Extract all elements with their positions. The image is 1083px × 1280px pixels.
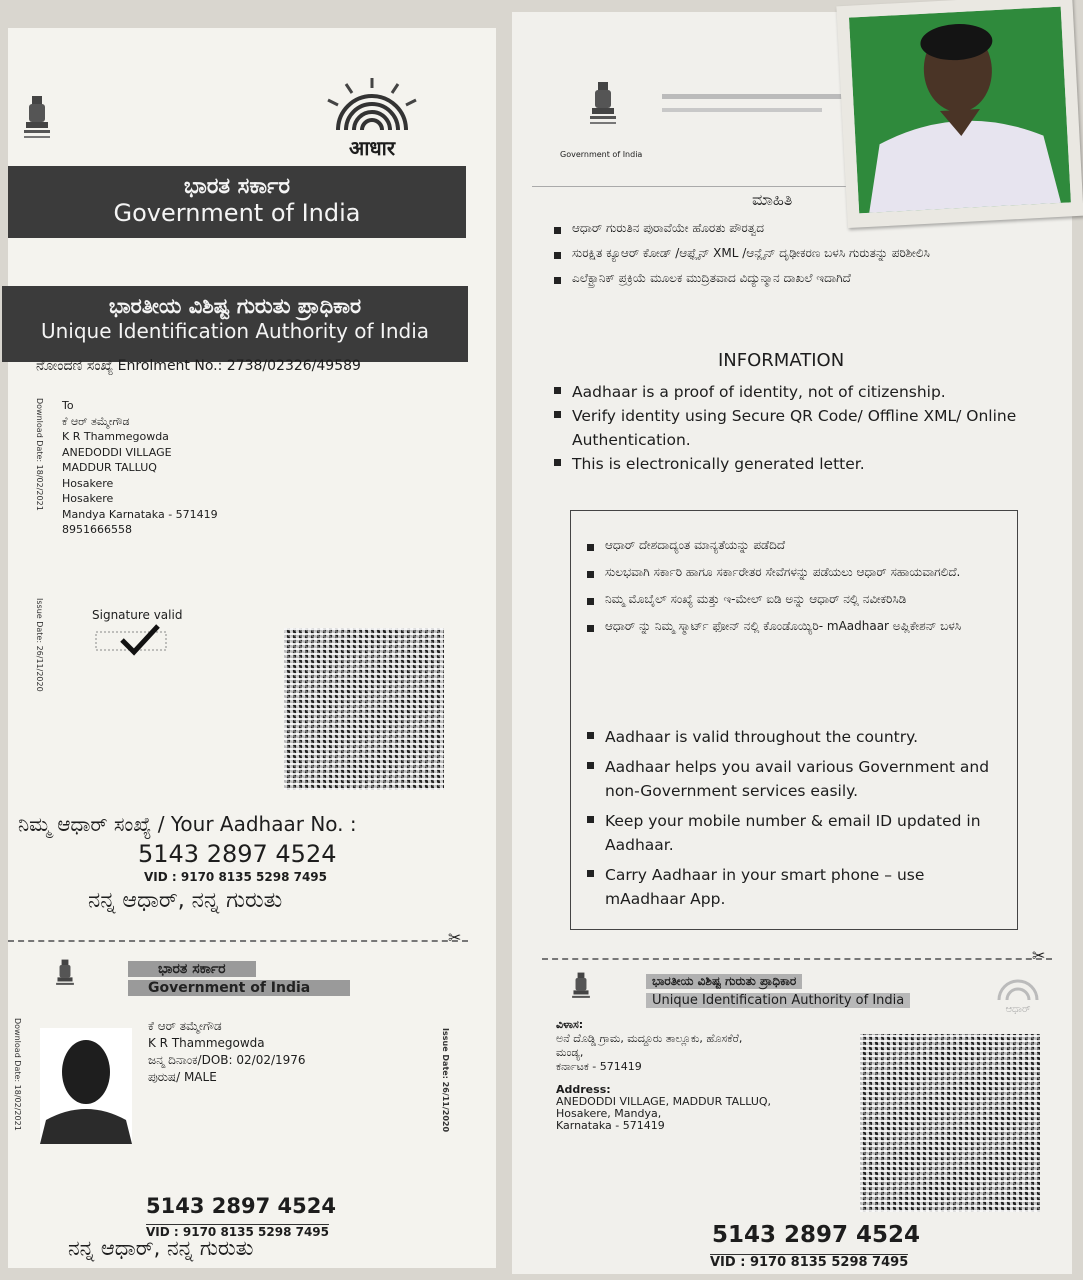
faded-header-line <box>662 108 822 112</box>
info-bullet: ಆಧಾರ್ ಗುರುತಿನ ಪುರಾವೆಯೇ ಹೊರತು ಪೌರತ್ವದ <box>554 220 954 237</box>
card-tagline-kannada: ನನ್ನ ಆಧಾರ್, ನನ್ನ ಗುರುತು <box>68 1236 254 1260</box>
gov-title-kannada: ಭಾರತ ಸರ್ಕಾರ <box>183 174 291 199</box>
uidai-title-english: Unique Identification Authority of India <box>40 319 430 343</box>
download-date-vertical: Download Date: 18/02/2021 <box>35 398 44 511</box>
card-qr-code <box>860 1034 1040 1212</box>
checkmark-icon <box>92 622 182 658</box>
card-aadhaar-number: 5143 2897 4524 <box>712 1222 921 1248</box>
card-vid-number: VID : 9170 8135 5298 7495 <box>710 1255 909 1270</box>
aadhaar-logo-text: आधार <box>348 136 396 160</box>
card-issue-date-vertical: Issue Date: 26/11/2020 <box>441 1028 450 1133</box>
card-name-kannada: ಕೆ ಆರ್ ತಮ್ಮೇಗೌಡ <box>148 1019 222 1033</box>
card-uidai-header <box>646 970 966 1008</box>
box-bullet: ಆಧಾರ್ ದೇಶದಾದ್ಯಂತ ಮಾನ್ಯತೆಯನ್ನು ಪಡೆದಿದೆ <box>587 537 987 554</box>
aadhaar-logo <box>316 76 428 160</box>
scissors-icon: ✂ <box>1032 946 1046 965</box>
national-emblem-icon <box>18 92 56 148</box>
scissors-icon: ✂ <box>448 928 462 947</box>
address-line: To <box>62 399 74 412</box>
card-aadhaar-number: 5143 2897 4524 <box>146 1194 336 1218</box>
info-bullet: Verify identity using Secure QR Code/ Offline XML/ Online Authentication. <box>554 404 1040 452</box>
uidai-title-kannada: ಭಾರತೀಯ ವಿಶಿಷ್ಟ ಗುರುತು ಪ್ರಾಧಿಕಾರ <box>108 294 362 318</box>
card-name-english: K R Thammegowda <box>148 1036 265 1050</box>
info-bullet: ಸುರಕ್ಷಿತ ಕ್ಯೂಆರ್ ಕೋಡ್ /ಆಫ್ಲೈನ್ XML /ಆನ್ಲೈನ್ ದೃಢೀಕರಣ ಬಳಸಿ ಗುರುತನ್ನು ಪರಿಶೀಲಿಸಿ <box>554 245 954 262</box>
government-band <box>8 166 466 238</box>
address-line: ಮಂಡ್ಯ, <box>556 1046 584 1059</box>
passport-photo <box>836 0 1083 228</box>
right-aadhaar-letter <box>512 12 1072 1274</box>
cut-line <box>542 958 1052 960</box>
address-line: ಕೆ ಆರ್ ತಮ್ಮೇಗೌಡ <box>62 414 130 428</box>
box-bullet: ಆಧಾರ್ ನ್ನು ನಿಮ್ಮ ಸ್ಮಾರ್ಟ್ ಫೋನ್ ನಲ್ಲಿ ಕೊಂಡೊಯ್ಯಿರಿ- mAadhaar ಅಪ್ಲಿಕೇಶನ್ ಬಳಸಿ <box>587 618 987 635</box>
card-gov-kannada: ಭಾರತ ಸರ್ಕಾರ <box>128 961 256 977</box>
info-bullets-kannada <box>554 220 954 287</box>
address-line: ANEDODDI VILLAGE <box>62 445 172 459</box>
address-line: ಅನೆ ದೊಡ್ಡಿ ಗ್ರಾಮ, ಮದ್ದೂರು ತಾಲ್ಲೂಕು, ಹೊಸಕೆರೆ, <box>556 1032 743 1045</box>
cut-line <box>8 940 468 942</box>
issue-date-vertical: Issue Date: 26/11/2020 <box>35 598 44 692</box>
aadhaar-fingerprint-icon <box>993 976 1043 1000</box>
qr-code <box>284 628 444 790</box>
recipient-address <box>62 398 302 538</box>
signature-block <box>92 608 202 662</box>
box-bullets-english <box>587 725 997 911</box>
card-uidai-english: Unique Identification Authority of India <box>646 993 910 1008</box>
person-photo-icon <box>40 1028 132 1144</box>
info-title-kannada: ಮಾಹಿತಿ <box>752 190 793 209</box>
address-line: ಕರ್ನಾಟಕ - 571419 <box>556 1060 642 1073</box>
gov-title-english: Government of India <box>113 199 361 227</box>
box-bullet: Keep your mobile number & email ID updated in Aadhaar. <box>587 809 997 857</box>
box-bullet: Aadhaar helps you avail various Government and non-Government services easily. <box>587 755 997 803</box>
card-gender: ಪುರುಷ/ MALE <box>148 1070 217 1084</box>
national-emblem-icon <box>584 78 622 134</box>
tagline-kannada: ನನ್ನ ಆಧಾರ್, ನನ್ನ ಗುರುತು <box>88 888 283 913</box>
address-line: Hosakere <box>62 492 114 505</box>
address-line: 8951666558 <box>62 523 132 536</box>
info-bullets-english <box>554 380 1040 476</box>
card-uidai-kannada: ಭಾರತೀಯ ವಿಶಿಷ್ಟ ಗುರುತು ಪ್ರಾಧಿಕಾರ <box>646 974 802 989</box>
card-download-date-vertical: Download Date: 18/02/2021 <box>13 1018 22 1131</box>
address-line: ANEDODDI VILLAGE, MADDUR TALLUQ, <box>556 1095 772 1108</box>
left-aadhaar-letter <box>8 28 496 1268</box>
address-line: Hosakere, Mandya, <box>556 1107 662 1120</box>
info-bullet: Aadhaar is a proof of identity, not of citizenship. <box>554 380 1040 404</box>
info-bullet: ಎಲೆಕ್ಟ್ರಾನಿಕ್ ಪ್ರಕ್ರಿಯೆ ಮೂಲಕ ಮುದ್ರಿತವಾದ ವಿದ್ಯುನ್ಮಾನ ದಾಖಲೆ ಇದಾಗಿದೆ <box>554 270 954 287</box>
card-vid-number: VID : 9170 8135 5298 7495 <box>146 1225 329 1239</box>
vid-number: VID : 9170 8135 5298 7495 <box>144 870 327 884</box>
info-bullet: This is electronically generated letter. <box>554 452 1040 476</box>
aadhaar-logo-text: ಆಧಾರ್ <box>1005 1004 1031 1015</box>
address-label: Address: <box>556 1083 611 1096</box>
card-gov-english: Government of India <box>128 980 350 996</box>
card-dob: ಜನ್ಮ ದಿನಾಂಕ/DOB: 02/02/1976 <box>148 1053 306 1067</box>
card-address-english <box>556 1084 846 1132</box>
emblem-caption: Government of India <box>560 150 643 159</box>
info-title-english: INFORMATION <box>718 350 845 371</box>
signature-label: Signature valid <box>92 608 183 622</box>
address-label: ವಿಳಾಸ: <box>556 1018 584 1031</box>
person-photo-icon <box>849 7 1071 214</box>
box-bullets-kannada <box>587 537 987 635</box>
aadhaar-fingerprint-icon <box>316 76 428 134</box>
address-line: Hosakere <box>62 476 114 490</box>
right-header-box <box>532 56 853 187</box>
card-holder-details <box>148 1018 408 1086</box>
benefits-box <box>570 510 1018 930</box>
aadhaar-logo-faint <box>988 976 1048 1015</box>
address-line: K R Thammegowda <box>62 430 169 443</box>
address-line: Karnataka - 571419 <box>556 1119 665 1132</box>
your-aadhaar-label: ನಿಮ್ಮ ಆಧಾರ್ ಸಂಖ್ಯೆ / Your Aadhaar No. : <box>18 812 357 836</box>
box-bullet: Carry Aadhaar in your smart phone – use mAadhaar App. <box>587 863 997 911</box>
national-emblem-icon <box>568 968 594 1010</box>
address-line: Mandya Karnataka - 571419 <box>62 507 218 521</box>
card-address-kannada <box>556 1018 846 1074</box>
enrolment-number: ನೋಂದಣಿ ಸಂಖ್ಯೆ Enrolment No.: 2738/02326/49589 <box>36 358 361 374</box>
card-header <box>128 958 428 998</box>
box-bullet: Aadhaar is valid throughout the country. <box>587 725 997 749</box>
box-bullet: ನಿಮ್ಮ ಮೊಬೈಲ್ ಸಂಖ್ಯೆ ಮತ್ತು ಇ-ಮೇಲ್ ಐಡಿ ಅನ್ನು ಆಧಾರ್ ನಲ್ಲಿ ನವೀಕರಿಸಿಡಿ <box>587 591 987 608</box>
box-bullet: ಸುಲಭವಾಗಿ ಸರ್ಕಾರಿ ಹಾಗೂ ಸರ್ಕಾರೇತರ ಸೇವೆಗಳನ್ನು ಪಡೆಯಲು ಆಧಾರ್ ಸಹಾಯವಾಗಲಿದೆ. <box>587 564 987 581</box>
faded-header-line <box>662 94 842 99</box>
aadhaar-number: 5143 2897 4524 <box>138 840 337 868</box>
national-emblem-icon <box>52 954 78 998</box>
address-line: MADDUR TALLUQ <box>62 461 157 474</box>
uidai-band <box>2 286 468 362</box>
card-photo <box>40 1028 132 1144</box>
